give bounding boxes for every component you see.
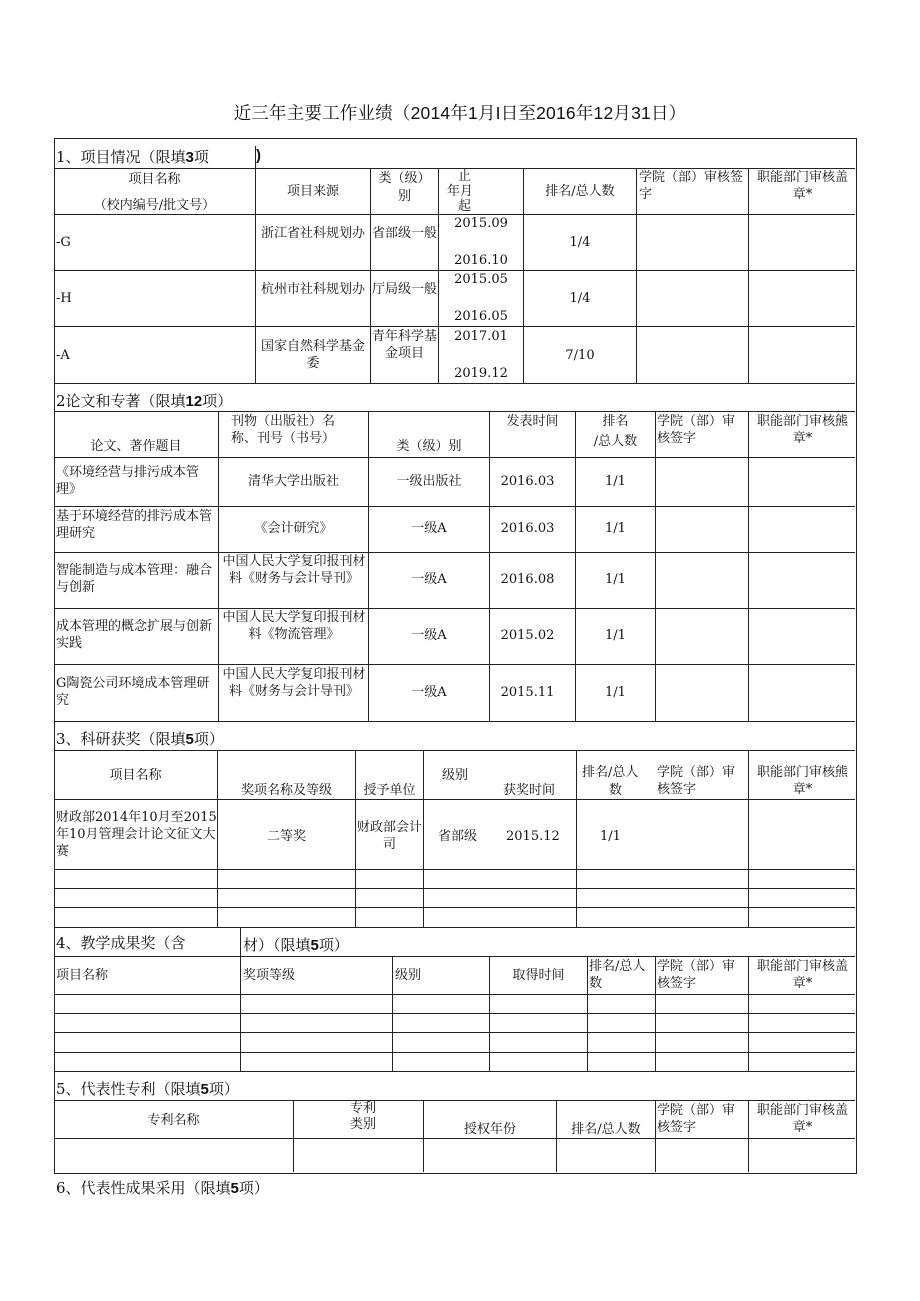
divider [636, 168, 637, 383]
project-start: 2015.09 [454, 216, 508, 231]
divider [54, 552, 855, 553]
paper-rank: 1/1 [605, 521, 626, 536]
paper-level: 一级A [411, 685, 447, 700]
section-6-heading: 6、代表性成果采用（限填5项） [56, 1179, 269, 1197]
project-name: -A [56, 348, 70, 363]
paper-level: 一级A [411, 628, 447, 643]
header-teaching-level: 级别 [395, 968, 422, 983]
paper-title: 智能制造与成本管理：融合与创新 [56, 563, 213, 595]
header-dept-seal: 职能部门审核熊章* [756, 765, 848, 797]
divider [355, 750, 356, 927]
project-rank: 1/4 [569, 291, 591, 306]
header-award-project: 项目名称 [109, 768, 162, 783]
paper-title: 《环境经营与排污成本管理》 [56, 465, 200, 497]
project-start: 2017.01 [454, 329, 508, 344]
paper-title: 成本管理的概念扩展与创新实践 [56, 619, 213, 651]
divider [576, 750, 577, 927]
divider [54, 457, 855, 458]
divider [54, 506, 855, 507]
paper-journal: 清华大学出版社 [247, 474, 339, 489]
award-level: 省部级 [438, 829, 478, 844]
divider [218, 411, 219, 721]
divider [54, 326, 855, 327]
header-college-sign: 学院（部）审核签字 [657, 1103, 736, 1135]
award-name: 二等奖 [266, 829, 306, 844]
paper-journal: 中国人民大学复印报刊材料《财务与会计导刊》 [222, 667, 366, 699]
award-rank: 1/1 [600, 829, 621, 844]
divider [54, 1138, 855, 1139]
header-level-2: 别 [397, 189, 411, 204]
paper-title: 基于环境经营的排污成本管理研究 [56, 509, 213, 541]
paper-rank: 1/1 [605, 474, 626, 489]
divider [748, 411, 749, 721]
project-source: 浙江省社科规划办 [260, 226, 365, 241]
section-3-heading: 3、科研获奖（限填5项） [56, 730, 224, 748]
paper-level: 一级出版社 [396, 474, 462, 489]
divider [54, 383, 855, 384]
divider [54, 664, 855, 665]
divider [54, 869, 855, 870]
paper-journal: 《会计研究》 [254, 521, 333, 536]
section-5-heading: 5、代表性专利（限填5项） [56, 1080, 239, 1098]
header-dept-seal: 职能部门审核熊章* [756, 414, 848, 446]
divider [54, 1071, 855, 1072]
divider [392, 956, 393, 1071]
paper-level: 一级A [411, 572, 447, 587]
divider [748, 168, 749, 383]
divider [489, 411, 490, 721]
project-rank: 1/4 [569, 235, 591, 250]
section-4-heading: 4、教学成果奖（含 [56, 934, 186, 952]
header-teaching-grade: 奖项等级 [243, 968, 296, 983]
header-publish-date: 发表时间 [506, 414, 559, 429]
header-rank-1: 排名 [602, 414, 629, 429]
header-dept-seal: 职能部门审核盖章* [756, 170, 848, 202]
section-1-paren: ) [256, 147, 261, 164]
divider [54, 1100, 855, 1101]
page-title: 近三年主要工作业绩（2014年1月I日至2016年12月31日） [233, 103, 687, 123]
header-college-sign: 学院（部）审核签字 [657, 959, 736, 991]
section-4-heading-right: 材）（限填5项） [243, 936, 349, 954]
award-project-name: 财政部2014年10月至2015年10月管理会计论文征文大赛 [56, 810, 217, 859]
header-patent-year: 授权年份 [463, 1122, 516, 1137]
divider [748, 1100, 749, 1172]
header-award-unit: 授予单位 [363, 783, 416, 798]
section-1-heading: 1、项目情况（限填3项 [56, 148, 209, 166]
header-level-1: 类（级） [378, 171, 431, 186]
paper-date: 2016.08 [500, 572, 555, 587]
header-journal: 刊物（出版社）名称、刊号（书号） [231, 414, 336, 446]
divider [575, 411, 576, 721]
paper-journal: 中国人民大学复印报刊材料《财务与会计导刊》 [222, 554, 366, 586]
divider [54, 1032, 855, 1033]
project-name: -H [56, 291, 72, 306]
project-level: 省部级一般 [371, 226, 437, 241]
header-paper-level: 类（级）别 [396, 439, 462, 454]
header-rank: 排名/总人数 [545, 184, 615, 199]
divider [368, 411, 369, 721]
divider [655, 411, 656, 721]
project-end: 2016.05 [454, 309, 508, 324]
project-rank: 7/10 [565, 348, 595, 363]
divider [587, 956, 588, 1071]
award-unit: 财政部会计司 [357, 820, 423, 852]
header-award-date: 获奖时间 [503, 783, 556, 798]
divider [655, 956, 656, 1071]
divider [54, 994, 855, 995]
paper-date: 2015.11 [500, 685, 555, 700]
paper-level: 一级A [411, 521, 447, 536]
divider [748, 956, 749, 1071]
project-start: 2015.05 [454, 272, 508, 287]
paper-rank: 1/1 [605, 628, 626, 643]
header-award-rank-2: 数 [609, 783, 623, 798]
paper-journal: 中国人民大学复印报刊材料《物流管理》 [222, 610, 366, 642]
divider [423, 750, 424, 927]
divider [240, 956, 241, 1071]
divider [54, 956, 855, 957]
header-patent-name: 专利名称 [147, 1113, 200, 1128]
header-college-sign: 学院（部）审核签字 [657, 765, 736, 797]
project-source: 杭州市社科规划办 [260, 282, 365, 297]
divider [655, 1100, 656, 1172]
header-project-number: （校内编号/批文号） [93, 198, 216, 213]
header-dept-seal: 职能部门审核盖章* [756, 959, 848, 991]
paper-title: G陶瓷公司环境成本管理研究 [56, 676, 210, 708]
header-teaching-project: 项目名称 [56, 968, 109, 983]
header-period-1: 止 [458, 169, 472, 184]
divider [54, 411, 855, 412]
project-level: 青年科学基金项目 [371, 329, 437, 361]
divider [293, 1100, 294, 1172]
header-period-3: 起 [458, 199, 472, 214]
project-end: 2019.12 [454, 366, 508, 381]
header-college-sign: 学院（部）审核签字 [639, 170, 744, 202]
paper-rank: 1/1 [605, 685, 626, 700]
divider [748, 750, 749, 927]
header-project-name: 项目名称 [128, 172, 181, 187]
project-source: 国家自然科学基金委 [260, 339, 365, 371]
divider [54, 721, 855, 722]
header-dept-seal: 职能部门审核盖章* [756, 1103, 848, 1135]
section-2-heading: 2论文和专著（限填12项） [56, 392, 233, 410]
header-period-2: 年月 [447, 184, 474, 199]
award-date: 2015.12 [506, 829, 560, 844]
header-project-source: 项目来源 [286, 184, 339, 199]
header-teaching-rank: 排名/总人数 [589, 959, 646, 991]
divider [54, 1052, 855, 1053]
paper-rank: 1/1 [605, 572, 626, 587]
header-patent-rank: 排名/总人数 [571, 1122, 641, 1137]
header-teaching-date: 取得时间 [512, 968, 565, 983]
divider [54, 888, 855, 889]
divider [54, 927, 855, 928]
divider [54, 1013, 855, 1014]
header-college-sign: 学院（部）审核签字 [657, 414, 736, 446]
divider [54, 799, 855, 800]
divider [54, 907, 855, 908]
paper-date: 2015.02 [500, 628, 555, 643]
achievements-table [54, 138, 857, 1174]
divider [54, 608, 855, 609]
project-name: -G [56, 235, 71, 250]
divider [54, 750, 855, 751]
header-paper-title: 论文、著作题目 [90, 439, 182, 454]
project-level: 厅局级一般 [371, 282, 437, 297]
divider [255, 146, 256, 168]
paper-date: 2016.03 [500, 521, 555, 536]
header-rank-2: /总人数 [593, 434, 638, 449]
paper-date: 2016.03 [500, 474, 555, 489]
divider [240, 927, 241, 956]
project-end: 2016.10 [454, 253, 508, 268]
header-patent-type-1: 专利 [349, 1101, 376, 1116]
header-award-rank-1: 排名/总人 [582, 765, 639, 780]
header-award-name: 奖项名称及等级 [240, 783, 332, 798]
header-award-level: 级别 [442, 768, 469, 783]
header-patent-type-2: 类别 [349, 1117, 376, 1132]
